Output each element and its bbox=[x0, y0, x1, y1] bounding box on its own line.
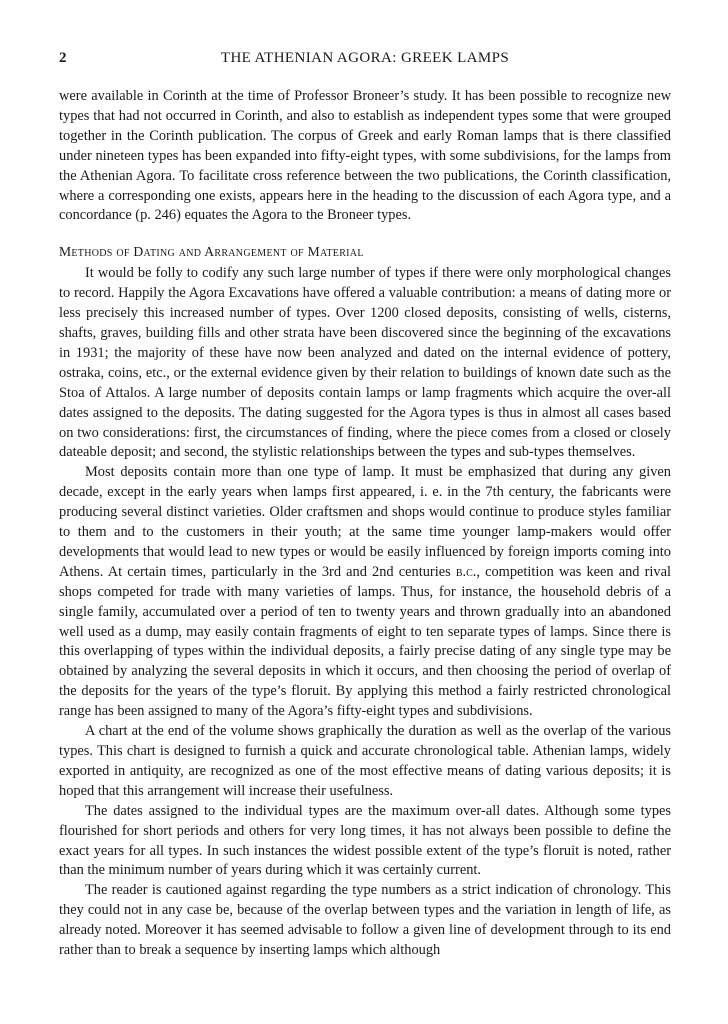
continuation-paragraph: were available in Corinth at the time of Professor Broneer’s study. It has been possible to recognize new types that had not occurred in Corinth, and also to establish as independent types some that were grouped together in the Corinth publication. The corpus of Greek and early Roman lamps that is there classified under nineteen types has been expanded into fifty-eight types, with some subdivisions, for the lamps from the Athenian Agora. To facilitate cross reference between the two publications, the Corinth classification, where a corresponding one exists, appears here in the heading to the discussion of each Agora type, and a concordance (p. 246) equates the Agora to the Broneer types. bbox=[59, 88, 671, 224]
page-number: 2 bbox=[59, 50, 67, 66]
paragraph-deposits bbox=[59, 463, 671, 722]
running-title: THE ATHENIAN AGORA: GREEK LAMPS bbox=[220, 50, 510, 66]
section-heading: Methods of Dating and Arrangement of Material bbox=[59, 244, 364, 260]
running-header bbox=[59, 48, 671, 72]
paragraph-caution: The reader is cautioned against regarding the type numbers as a strict indication of chronology. This they could not in any case be, because of the overlap between types and the variation in length of life, as already noted. Moreover it has seemed advisable to follow a given line of development through to its end rather than to break a sequence by inserting lamps which although bbox=[59, 882, 671, 959]
paragraph-deposits-text-2: , competition was keen and rival shops competed for trade with many varieties of lamps. Thus, for instance, the household debris of a single family, accumulated over a period of ten to twenty years and thrown gradually into an abandoned well used as a dump, may easily contain fragments of eight to ten separate types of lamps. Since there is this overlapping of types within the individual deposits, a fairly precise dating of any single type may be obtained by analyzing the several deposits in which it occurs, and then choosing the period of overlap of the deposits for the years of the type’s floruit. By applying this method a fairly restricted chronological range has been assigned to many of the Agora’s fifty-eight types and subdivisions. bbox=[59, 563, 671, 720]
paragraph-dates: The dates assigned to the individual types are the maximum over-all dates. Although some types flourished for short periods and others for very long times, it has not always been possible to define the exact years for all types. In such instances the widest possible extent of the type’s floruit is noted, rather than the minimum number of years during which it was certainly current. bbox=[59, 802, 671, 879]
era-abbreviation: b.c. bbox=[455, 563, 477, 580]
paragraph-chart: A chart at the end of the volume shows graphically the duration as well as the overlap of the various types. This chart is designed to furnish a quick and accurate chronological table. Athenian lamps, widely exported in antiquity, are recognized as one of the most effective means of dating various deposits; it is hoped that this arrangement will increase their usefulness. bbox=[59, 723, 671, 799]
paragraph-deposits-text-1: Most deposits contain more than one type of lamp. It must be emphasized that during any given decade, except in the early years when lamps first appeared, i. e. in the 7th century, the fabricants were producing several distinct varieties. Older craftsmen and shops would continue to produce styles familiar to them and to the customers in their youth; at the same time younger lamp-makers would offer developments that would lead to new types or would be easily influenced by foreign imports coming into Athens. At certain times, particularly in the 3rd and 2nd centuries bbox=[59, 464, 671, 580]
document-page bbox=[59, 48, 671, 961]
paragraph-dating-intro: It would be folly to codify any such large number of types if there were only morphological changes to record. Happily the Agora Excavations have offered a valuable contribution: a means of dating more or less precisely this increased number of types. Over 1200 closed deposits, consisting of wells, cisterns, shafts, graves, building fills and other strata have been discovered since the beginning of the excavations in 1931; the majority of these have now been analyzed and dated on the internal evidence of pottery, ostraka, coins, etc., or the external evidence given by their relation to buildings of known date such as the Stoa of Attalos. A large number of deposits contain lamps or lamp fragments which acquire the over-all dates assigned to the deposits. The dating suggested for the Agora types is thus in almost all cases based on two considerations: first, the circumstances of finding, where the piece comes from a closed or closely dateable deposit; and second, the stylistic relationships between the types and sub-types themselves. bbox=[59, 265, 671, 461]
